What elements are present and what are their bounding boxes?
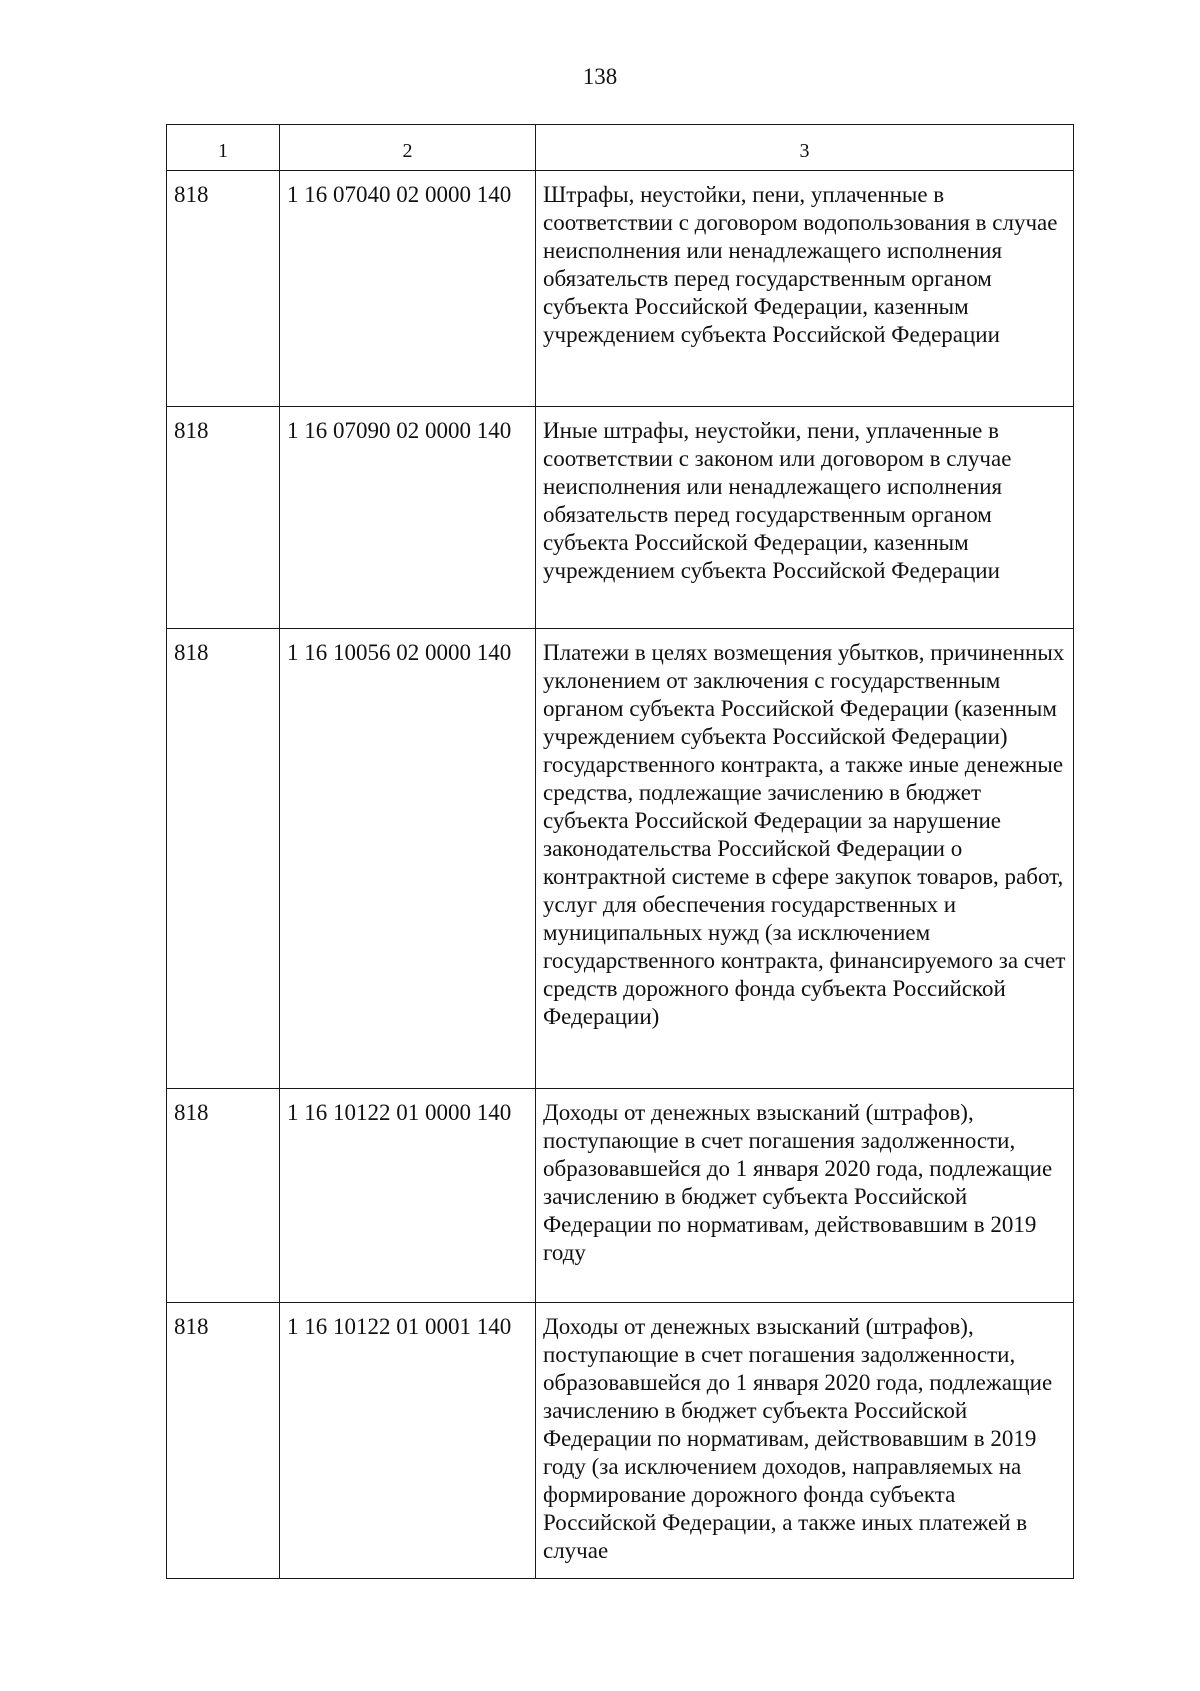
table-row (167, 407, 1074, 629)
description-cell: Платежи в целях возмещения убытков, причиненных уклонением от заключения с государственным органом субъекта Российской Федерации (казенным учреждением субъекта Российской Федерации) государственного контракта, а также иные денежные средства, подлежащие зачислению в бюджет субъекта Российской Федерации за нарушение законодательства Российской Федерации о контрактной системе в сфере закупок товаров, работ, услуг для обеспечения государственных и муниципальных нужд (за исключением государственного контракта, финансируемого за счет средств дорожного фонда субъекта Российской Федерации) (536, 629, 1074, 1089)
budget-code-cell: 1 16 10122 01 0001 140 (280, 1303, 536, 1579)
admin-code-cell: 818 (167, 1303, 280, 1579)
budget-code-cell: 1 16 07090 02 0000 140 (280, 407, 536, 629)
table-row (167, 171, 1074, 407)
admin-code-cell: 818 (167, 171, 280, 407)
column-header-2: 2 (280, 125, 536, 171)
page-number: 138 (582, 64, 618, 89)
table-row (167, 1089, 1074, 1303)
column-header-1: 1 (167, 125, 280, 171)
budget-code-cell: 1 16 07040 02 0000 140 (280, 171, 536, 407)
budget-code-cell: 1 16 10056 02 0000 140 (280, 629, 536, 1089)
budget-codes-table (166, 124, 1074, 1579)
table-row (167, 629, 1074, 1089)
description-cell: Доходы от денежных взысканий (штрафов), поступающие в счет погашения задолженности, образовавшейся до 1 января 2020 года, подлежащие зачислению в бюджет субъекта Российской Федерации по нормативам, действовавшим в 2019 году (536, 1089, 1074, 1303)
description-cell: Штрафы, неустойки, пени, уплаченные в соответствии с договором водопользования в случае неисполнения или ненадлежащего исполнения обязательств перед государственным органом субъекта Российской Федерации, казенным учреждением субъекта Российской Федерации (536, 171, 1074, 407)
column-header-3: 3 (536, 125, 1074, 171)
admin-code-cell: 818 (167, 407, 280, 629)
table-header-row (167, 125, 1074, 171)
budget-code-cell: 1 16 10122 01 0000 140 (280, 1089, 536, 1303)
table-row (167, 1303, 1074, 1579)
admin-code-cell: 818 (167, 1089, 280, 1303)
description-cell: Доходы от денежных взысканий (штрафов), поступающие в счет погашения задолженности, образовавшейся до 1 января 2020 года, подлежащие зачислению в бюджет субъекта Российской Федерации по нормативам, действовавшим в 2019 году (за исключением доходов, направляемых на формирование дорожного фонда субъекта Российской Федерации, а также иных платежей в случае (536, 1303, 1074, 1579)
admin-code-cell: 818 (167, 629, 280, 1089)
description-cell: Иные штрафы, неустойки, пени, уплаченные в соответствии с законом или договором в случае неисполнения или ненадлежащего исполнения обязательств перед государственным органом субъекта Российской Федерации, казенным учреждением субъекта Российской Федерации (536, 407, 1074, 629)
